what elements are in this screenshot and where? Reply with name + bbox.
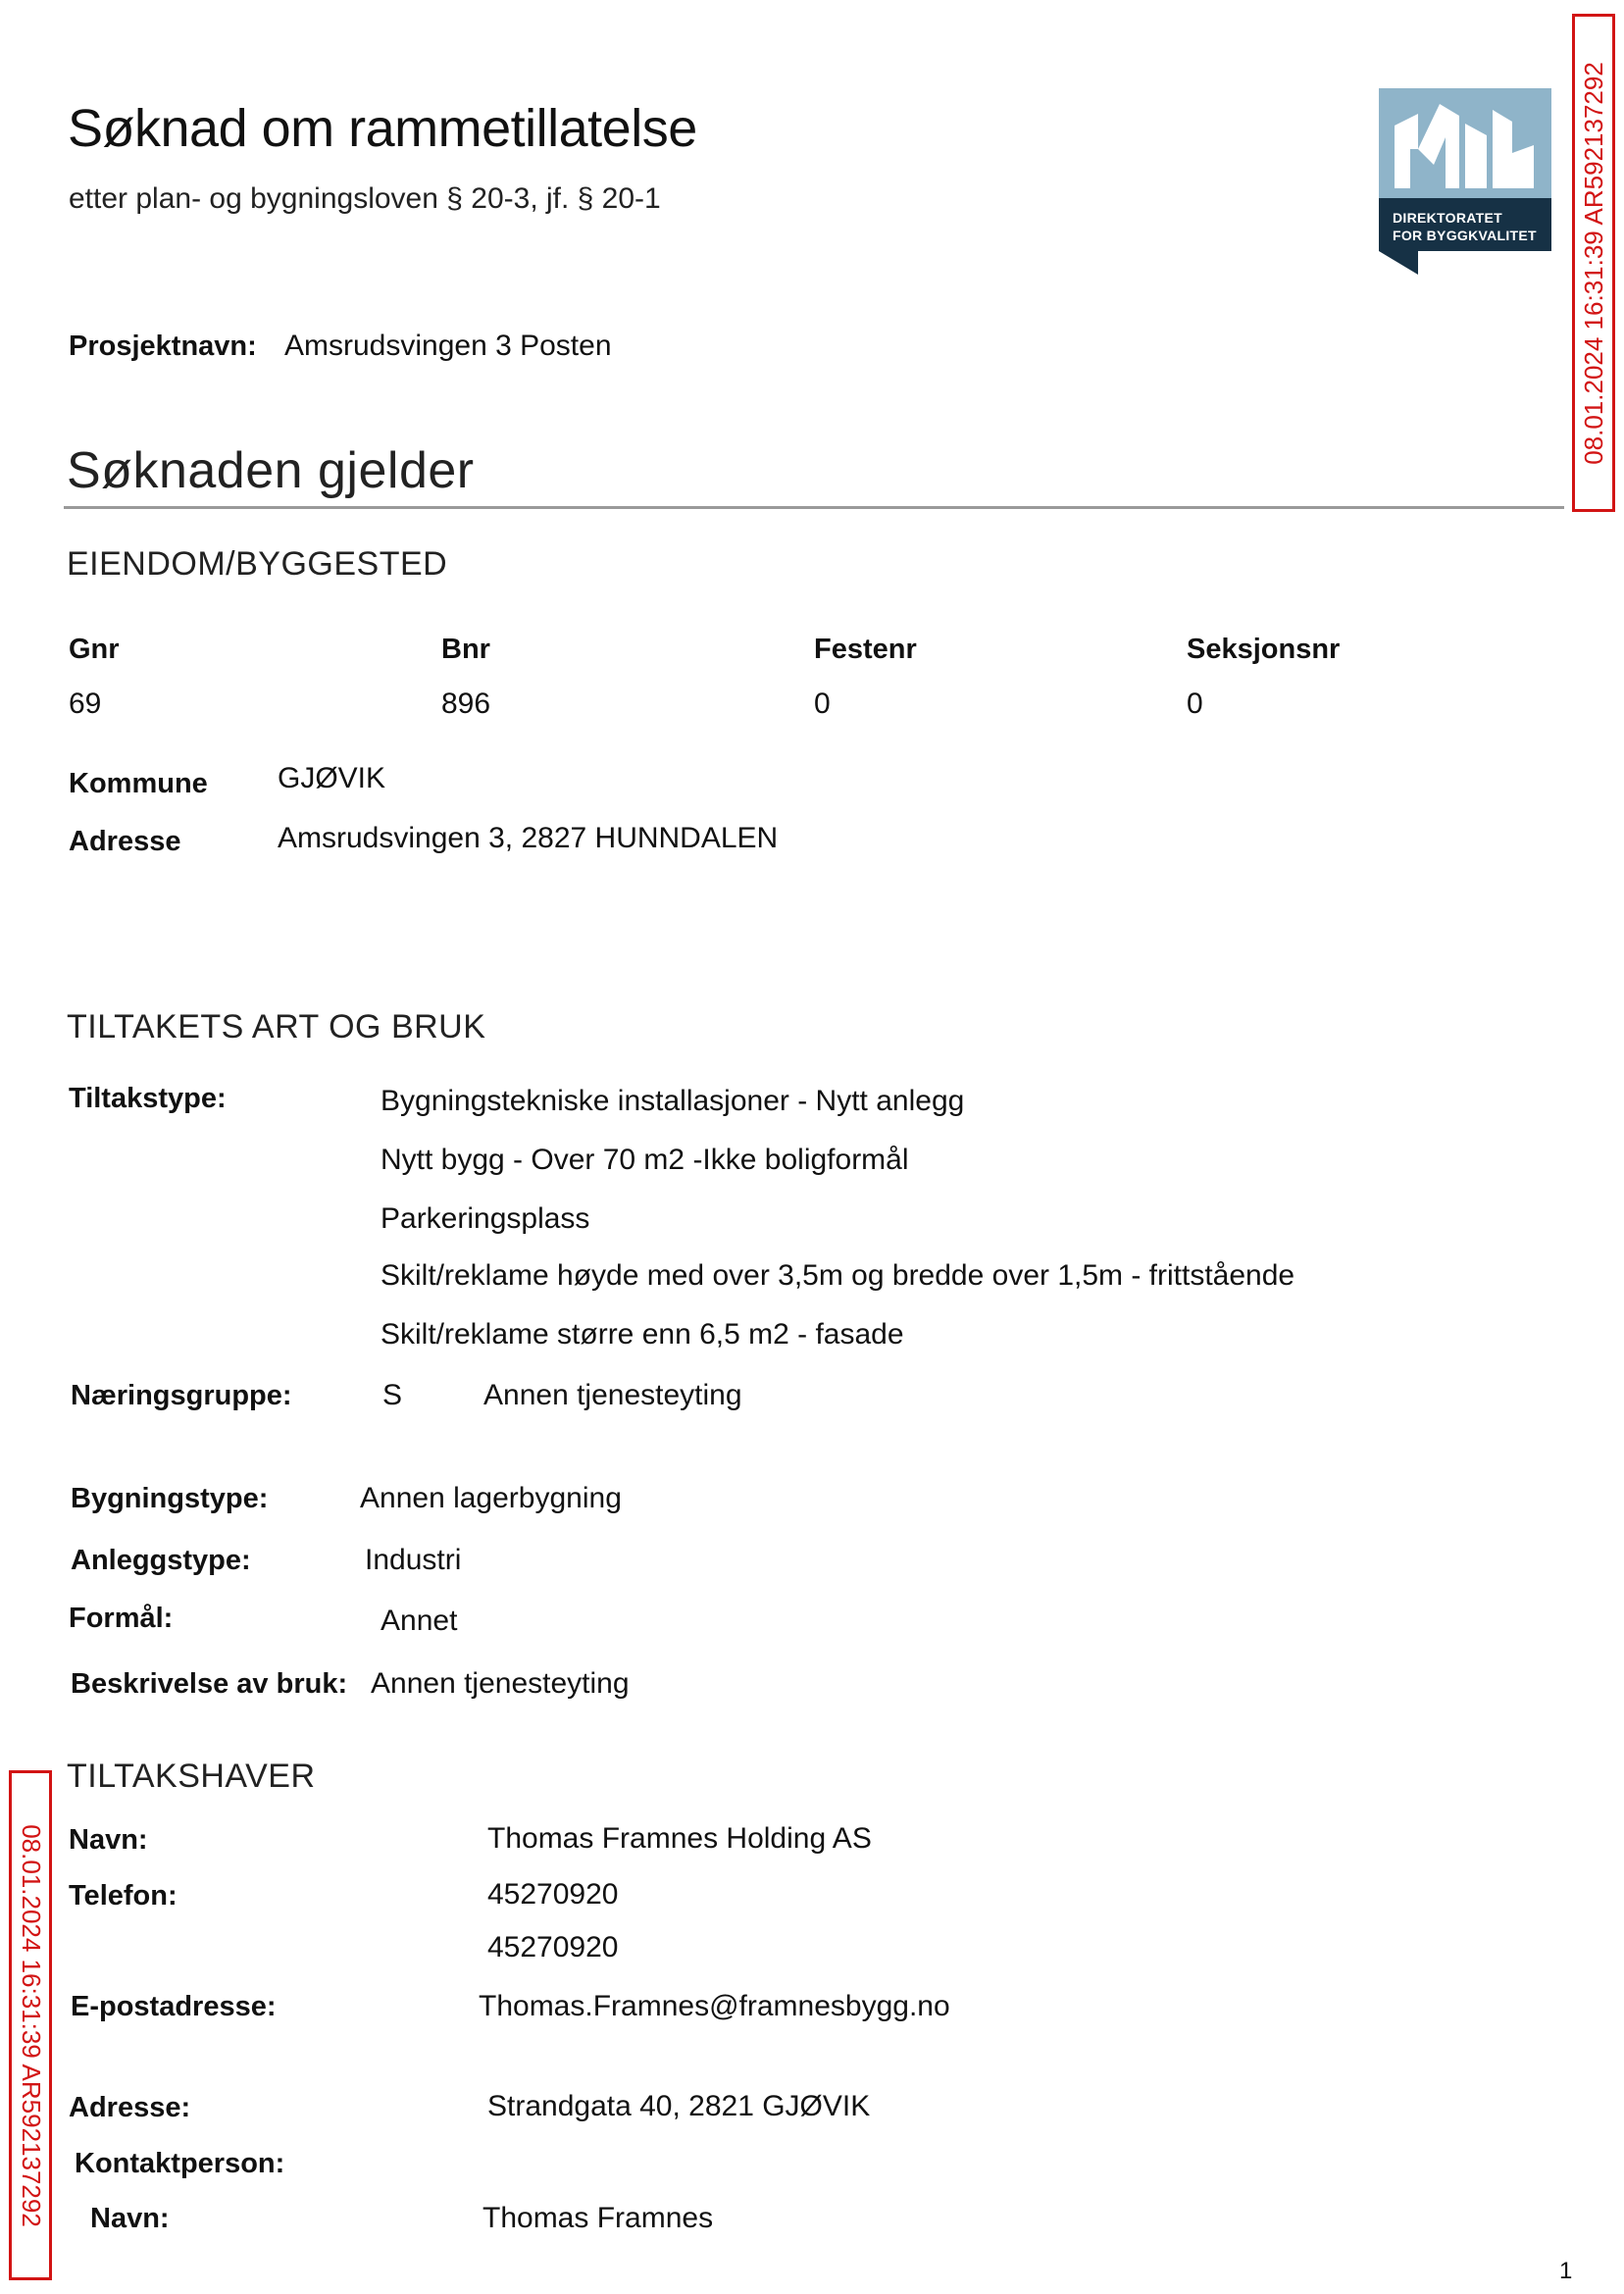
property-heading: EIENDOM/BYGGESTED <box>67 545 448 583</box>
seksjonsnr-value: 0 <box>1187 688 1203 720</box>
project-value: Amsrudsvingen 3 Posten <box>284 330 612 362</box>
navn-value: Thomas Framnes Holding AS <box>487 1822 872 1855</box>
dibk-logo-icon <box>1379 88 1551 275</box>
festenr-value: 0 <box>814 688 831 720</box>
beskrivelse-value: Annen tjenesteyting <box>371 1667 630 1700</box>
tiltak-heading: TILTAKETS ART OG BRUK <box>67 1008 486 1045</box>
bygningstype-value: Annen lagerbygning <box>360 1482 622 1514</box>
tiltakstype-item: Skilt/reklame høyde med over 3,5m og bredde over 1,5m - frittstående <box>381 1259 1295 1292</box>
gnr-label: Gnr <box>69 634 120 665</box>
tiltakshaver-adresse-label: Adresse: <box>69 2092 191 2123</box>
adresse-value: Amsrudsvingen 3, 2827 HUNNDALEN <box>278 822 779 854</box>
beskrivelse-label: Beskrivelse av bruk: <box>71 1668 348 1700</box>
tiltakshaver-heading: TILTAKSHAVER <box>67 1758 316 1795</box>
navn-label: Navn: <box>69 1824 148 1856</box>
gnr-value: 69 <box>69 688 102 720</box>
section-divider <box>64 506 1564 509</box>
naeringsgruppe-code: S <box>382 1379 403 1411</box>
stamp-text: 08.01.2024 16:31:39 AR592137292 <box>1578 61 1608 465</box>
tiltakstype-item: Bygningstekniske installasjoner - Nytt anlegg <box>381 1085 965 1117</box>
festenr-label: Festenr <box>814 634 917 665</box>
telefon-value: 45270920 <box>487 1878 619 1911</box>
kontaktperson-label: Kontaktperson: <box>75 2148 285 2179</box>
bnr-value: 896 <box>441 688 491 720</box>
naeringsgruppe-label: Næringsgruppe: <box>71 1380 292 1411</box>
tiltakshaver-adresse-value: Strandgata 40, 2821 GJØVIK <box>487 2090 871 2122</box>
kommune-value: GJØVIK <box>278 762 386 794</box>
project-label: Prosjektnavn: <box>69 331 257 362</box>
kontakt-navn-label: Navn: <box>90 2203 170 2234</box>
tiltakstype-item: Nytt bygg - Over 70 m2 -Ikke boligformål <box>381 1144 909 1176</box>
tiltakstype-label: Tiltakstype: <box>69 1083 227 1114</box>
received-stamp-bottom <box>9 1770 52 2280</box>
tiltakstype-item: Parkeringsplass <box>381 1202 590 1235</box>
telefon-label: Telefon: <box>69 1880 178 1912</box>
logo-text-line2: FOR BYGGKVALITET <box>1393 228 1537 243</box>
seksjonsnr-label: Seksjonsnr <box>1187 634 1341 665</box>
epost-label: E-postadresse: <box>71 1991 277 2022</box>
dibk-logo <box>1379 88 1551 275</box>
section-title: Søknaden gjelder <box>67 442 475 499</box>
anleggstype-label: Anleggstype: <box>71 1545 251 1576</box>
stamp-text: 08.01.2024 16:31:39 AR592137292 <box>16 1823 46 2227</box>
bnr-label: Bnr <box>441 634 490 665</box>
epost-value: Thomas.Framnes@framnesbygg.no <box>479 1990 950 2022</box>
kommune-label: Kommune <box>69 768 208 799</box>
naeringsgruppe-value: Annen tjenesteyting <box>483 1379 742 1411</box>
page-number: 1 <box>1559 2258 1573 2284</box>
anleggstype-value: Industri <box>365 1544 462 1576</box>
document-subtitle: etter plan- og bygningsloven § 20-3, jf. § 20-1 <box>69 182 661 215</box>
telefon-value: 45270920 <box>487 1931 619 1963</box>
formal-label: Formål: <box>69 1603 174 1634</box>
document-title: Søknad om rammetillatelse <box>68 99 697 158</box>
tiltakstype-item: Skilt/reklame større enn 6,5 m2 - fasade <box>381 1318 904 1351</box>
kontakt-navn-value: Thomas Framnes <box>482 2202 714 2234</box>
logo-text-line1: DIREKTORATET <box>1393 210 1502 226</box>
bygningstype-label: Bygningstype: <box>71 1483 269 1514</box>
formal-value: Annet <box>381 1605 458 1637</box>
received-stamp-top <box>1572 14 1615 512</box>
adresse-label: Adresse <box>69 826 181 857</box>
